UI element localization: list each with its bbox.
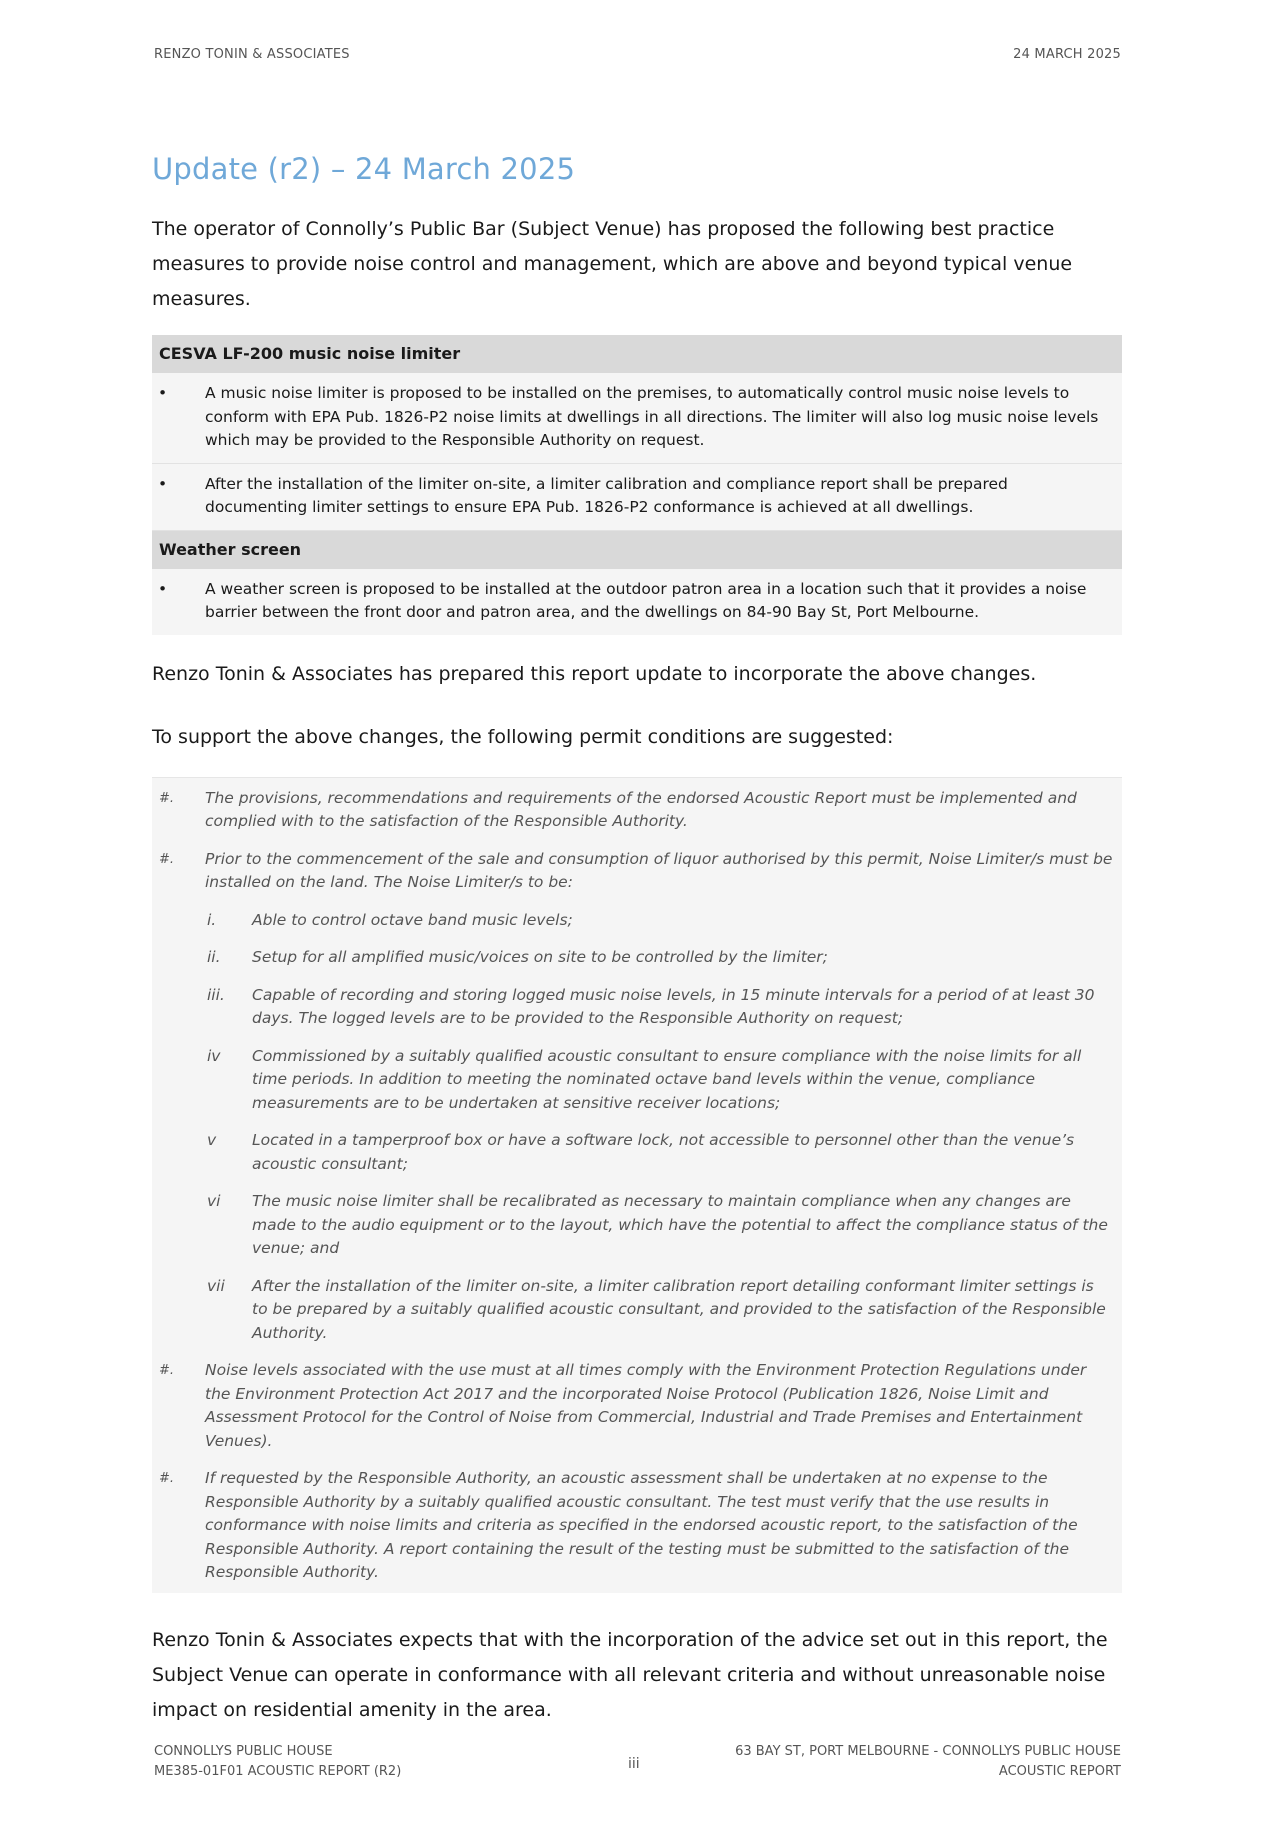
sub-number: v — [207, 1131, 217, 1149]
footer-address: 63 BAY ST, PORT MELBOURNE - CONNOLLYS PUBLIC HOUSE — [735, 1744, 1121, 1759]
footer-report-code: ME385-01F01 ACOUSTIC REPORT (R2) — [154, 1764, 402, 1779]
bullet-marker: • — [158, 474, 168, 493]
sub-text: The music noise limiter shall be recalibrated as necessary to maintain compliance when any changes are made to the audio equipment or to the layout, which have the potential to affect the compliance status of the venue; and — [252, 1192, 1108, 1257]
page-content — [152, 152, 1122, 1728]
condition-text: Prior to the commencement of the sale and consumption of liquor authorised by this permit, Noise Limiter/s must be installed on the land. The Noise Limiter/s to be: — [205, 849, 1113, 891]
measure-text: A music noise limiter is proposed to be installed on the premises, to automatically control music noise levels to conform with EPA Pub. 1826-P2 noise limits at dwellings in all directions. The limiter will also log music noise levels which may be provided to the Responsible Authority on request. — [205, 384, 1099, 449]
condition-item — [152, 848, 1122, 895]
footer-project-name: CONNOLLYS PUBLIC HOUSE — [154, 1744, 333, 1759]
header-company: RENZO TONIN & ASSOCIATES — [154, 47, 350, 62]
sub-text: Able to control octave band music levels; — [252, 910, 573, 929]
bullet-marker: • — [158, 384, 168, 402]
sub-condition — [152, 946, 1122, 970]
page-header — [154, 47, 1121, 62]
section-heading-weather-screen: Weather screen — [152, 531, 1122, 569]
intro-paragraph: The operator of Connolly’s Public Bar (Subject Venue) has proposed the following best practice measures to provide noise control and management, which are above and beyond typical venue measures. — [152, 218, 1073, 310]
bullet-marker: • — [158, 579, 168, 598]
update-paragraph: Renzo Tonin & Associates has prepared this report update to incorporate the above changes. — [152, 662, 1037, 685]
sub-condition — [152, 1275, 1122, 1346]
condition-text: The provisions, recommendations and requirements of the endorsed Acoustic Report must be implemented and complied with to the satisfaction of the Responsible Authority. — [205, 788, 1077, 830]
measures-table — [152, 335, 1122, 635]
measure-text: After the installation of the limiter on-site, a limiter calibration and compliance report shall be prepared documenting limiter settings to ensure EPA Pub. 1826-P2 conformance is achieved at all dwellings. — [205, 474, 1008, 516]
sub-text: Capable of recording and storing logged music noise levels, in 15 minute intervals for a period of at least 30 days. The logged levels are to be provided to the Responsible Authority on request; — [252, 985, 1095, 1027]
sub-condition — [152, 1190, 1122, 1261]
conclusion-paragraph: Renzo Tonin & Associates expects that with the incorporation of the advice set out in this report, the Subject Venue can operate in conformance with all relevant criteria and without unreasonable noise impact on residential amenity in the area. — [152, 1628, 1108, 1721]
sub-number: i. — [207, 910, 217, 929]
sub-text: Commissioned by a suitably qualified acoustic consultant to ensure compliance with the noise limits for all time periods. In addition to meeting the nominated octave band levels within the venue, compliance measurements are to be undertaken at sensitive receiver locations; — [252, 1046, 1082, 1112]
condition-item — [152, 787, 1122, 834]
sub-condition — [152, 909, 1122, 933]
sub-condition — [152, 984, 1122, 1031]
condition-text: Noise levels associated with the use must at all times comply with the Environment Protection Regulations under the Environment Protection Act 2017 and the incorporated Noise Protocol (Publication 1826, Noise Limit and Assessment Protocol for the Control of Noise from Commercial, Industrial and Trade Premises and Entertainment Venues). — [205, 1361, 1087, 1450]
sub-condition — [152, 1045, 1122, 1116]
condition-item — [152, 1359, 1122, 1453]
sub-number: iv — [207, 1046, 221, 1065]
footer-left — [154, 1742, 401, 1782]
sub-text: Located in a tamperproof box or have a software lock, not accessible to personnel other than the venue’s acoustic consultant; — [252, 1131, 1075, 1173]
permit-conditions — [152, 777, 1122, 1593]
condition-marker: #. — [159, 1363, 175, 1378]
footer-right — [735, 1742, 1121, 1782]
sub-condition — [152, 1129, 1122, 1176]
page-title: Update (r2) – 24 March 2025 — [152, 152, 576, 186]
sub-number: vii — [207, 1276, 225, 1295]
sub-number: ii. — [207, 948, 221, 966]
condition-text: If requested by the Responsible Authority, an acoustic assessment shall be undertaken at no expense to the Responsible Authority by a suitably qualified acoustic consultant. The test must verify that the use results in conformance with noise limits and criteria as specified in the endorsed acoustic report, to the satisfaction of the Responsible Authority. A report containing the result of the testing must be submitted to the satisfaction of the Responsible Authority. — [205, 1469, 1078, 1581]
support-paragraph: To support the above changes, the following permit conditions are suggested: — [152, 725, 894, 748]
page-number: iii — [628, 1756, 640, 1772]
section-heading-limiter: CESVA LF-200 music noise limiter — [152, 335, 1122, 373]
condition-item — [152, 1467, 1122, 1585]
measure-item — [152, 569, 1122, 635]
header-date: 24 MARCH 2025 — [1013, 47, 1121, 62]
condition-marker: #. — [159, 1471, 175, 1486]
sub-text: After the installation of the limiter on-site, a limiter calibration report detailing conformant limiter settings is to be prepared by a suitably qualified acoustic consultant, and provided to the satisfaction of the Responsible Authority. — [252, 1276, 1106, 1342]
sub-text: Setup for all amplified music/voices on site to be controlled by the limiter; — [252, 948, 828, 966]
sub-number: vi — [207, 1192, 221, 1210]
footer-report-type: ACOUSTIC REPORT — [998, 1764, 1121, 1779]
measure-item — [152, 464, 1122, 531]
condition-marker: #. — [159, 790, 175, 806]
sub-number: iii. — [207, 985, 225, 1004]
measure-text: A weather screen is proposed to be installed at the outdoor patron area in a location such that it provides a noise barrier between the front door and patron area, and the dwellings on 84-90 Bay St, Port Melbourne. — [205, 579, 1087, 621]
condition-marker: #. — [159, 851, 175, 867]
measure-item — [152, 373, 1122, 464]
